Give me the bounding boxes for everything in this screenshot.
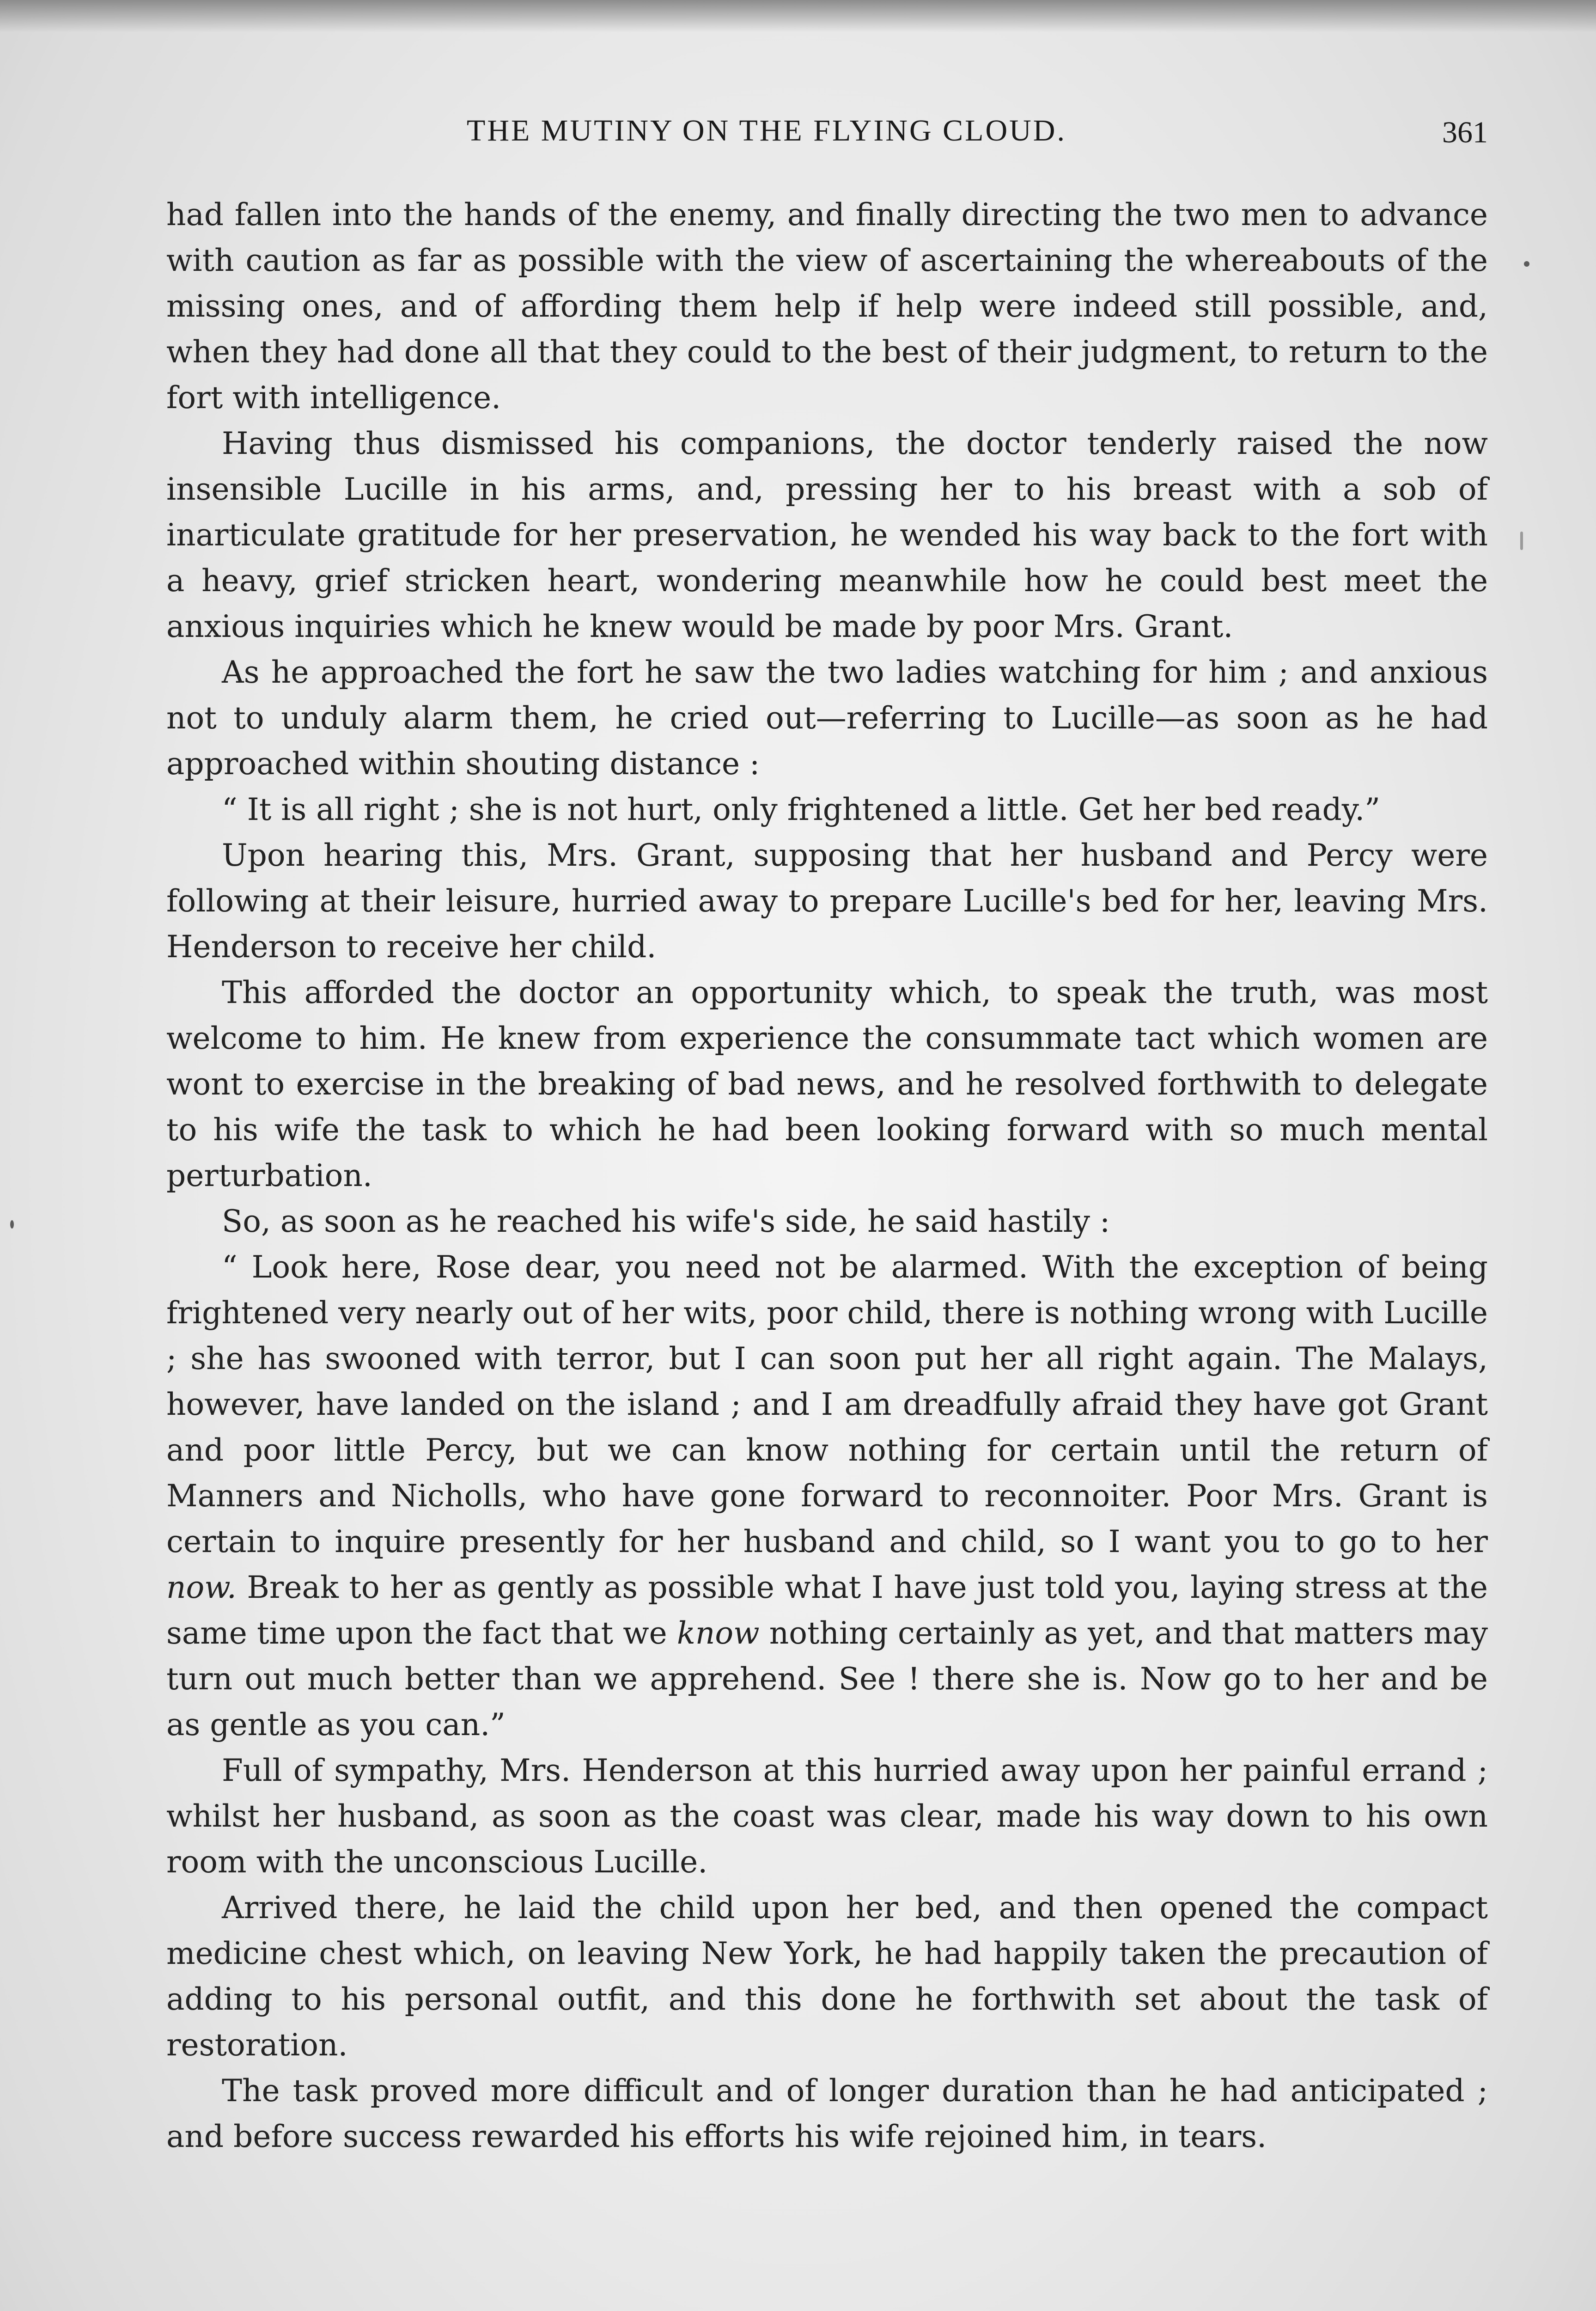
running-head: THE MUTINY ON THE FLYING CLOUD.	[467, 114, 1066, 147]
page-header	[166, 113, 1488, 164]
emphasis-know: know	[676, 1615, 760, 1651]
paragraph: The task proved more difficult and of longer duration than he had anticipated ; and before success rewarded his efforts his wife rejoined him, in tears.	[166, 2073, 1488, 2154]
paragraph: So, as soon as he reached his wife's side, he said hastily :	[222, 1204, 1110, 1239]
dialogue-text: Break to her as gently as possible what I have just told you, laying stress at the same time upon the fact that we	[166, 1570, 1488, 1651]
paragraph: “ It is all right ; she is not hurt, only frightened a little. Get her bed ready.”	[222, 792, 1381, 827]
body-text	[166, 192, 1488, 2159]
paragraph: Full of sympathy, Mrs. Henderson at this hurried away upon her painful errand ; whilst her husband, as soon as the coast was clear, made his way down to his own room with the unconscious Lucille.	[166, 1753, 1488, 1880]
paragraph: Upon hearing this, Mrs. Grant, supposing that her husband and Percy were following at their leisure, hurried away to prepare Lucille's bed for her, leaving Mrs. Henderson to receive her child.	[166, 838, 1488, 965]
scan-speck	[1524, 261, 1529, 267]
paragraph: Having thus dismissed his companions, the doctor tenderly raised the now insensible Lucille in his arms, and, pressing her to his breast with a sob of inarticulate gratitude for her preservation, he wended his way back to the fort with a heavy, grief stricken heart, wondering meanwhile how he could best meet the anxious inquiries which he knew would be made by poor Mrs. Grant.	[166, 426, 1488, 644]
paragraph: As he approached the fort he saw the two ladies watching for him ; and anxious not to unduly alarm them, he cried out—referring to Lucille—as soon as he had approached within shouting distance :	[166, 654, 1488, 782]
paragraph: This afforded the doctor an opportunity which, to speak the truth, was most welcome to him. He knew from experience the consummate tact which women are wont to exercise in the breaking of bad news, and he resolved forthwith to delegate to his wife the task to which he had been looking forward with so much mental perturbation.	[166, 975, 1488, 1193]
scan-shadow	[0, 0, 1596, 32]
scan-speck	[10, 1220, 14, 1229]
dialogue-paragraph	[166, 1244, 1488, 1748]
paragraph: Arrived there, he laid the child upon her bed, and then opened the compact medicine chest which, on leaving New York, he had happily taken the precaution of adding to his personal outfit, and this done he forthwith set about the task of restoration.	[166, 1890, 1488, 2063]
emphasis-now: now.	[166, 1570, 237, 1605]
scan-speck	[1520, 532, 1523, 550]
paragraph: had fallen into the hands of the enemy, and finally directing the two men to advance with caution as far as possible with the view of ascertaining the whereabouts of the missing ones, and of affording them help if help were indeed still possible, and, when they had done all that they could to the best of their judgment, to return to the fort with intelligence.	[166, 197, 1488, 416]
dialogue-text: “ Look here, Rose dear, you need not be alarmed. With the exception of being frightened very nearly out of her wits, poor child, there is nothing wrong with Lucille ; she has swooned with terror, but I can soon put her all right again. The Malays, however, have landed on the island ; and I am dreadfully afraid they have got Grant and poor little Percy, but we can know nothing for certain until the return of Manners and Nicholls, who have gone forward to reconnoiter. Poor Mrs. Grant is certain to inquire presently for her husband and child, so I want you to go to her	[166, 1249, 1488, 1559]
page-number: 361	[1442, 116, 1488, 149]
dialogue-text: nothing certainly as yet, and that matters may turn out much better than we apprehend. See ! there she is. Now go to her and be as gentle as you can.”	[166, 1615, 1488, 1742]
